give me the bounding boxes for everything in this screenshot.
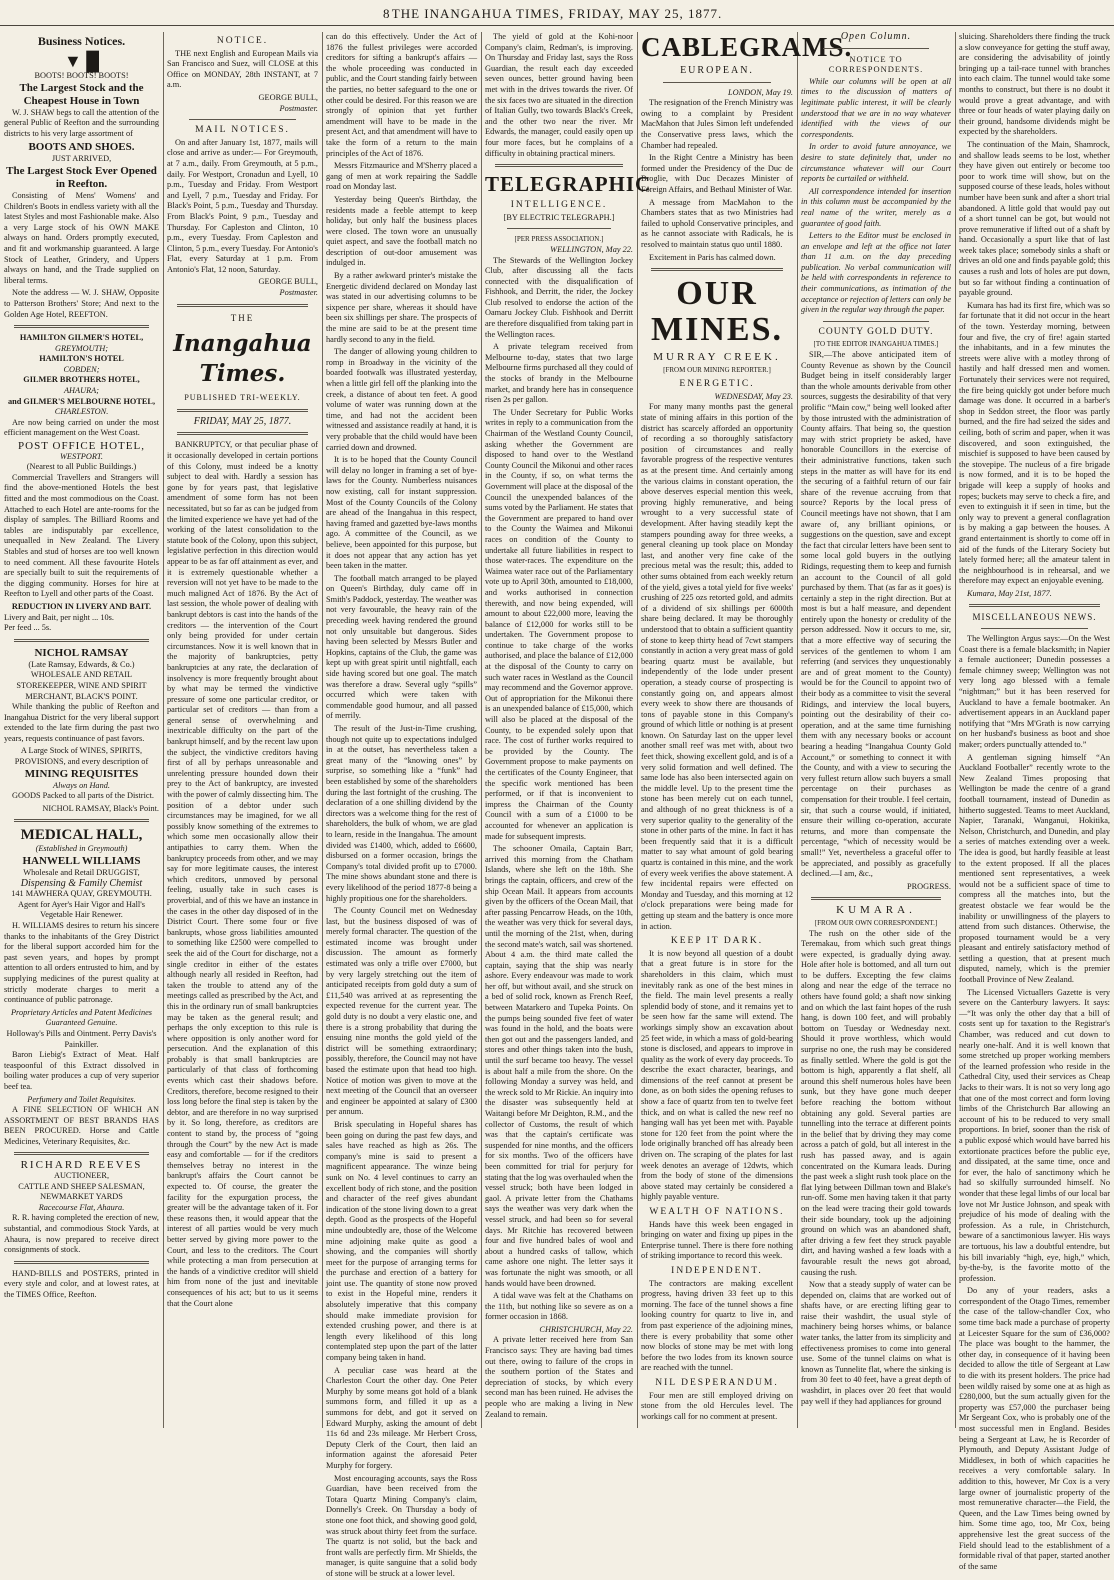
nil-desperandum-heading: NIL DESPERANDUM.	[655, 1377, 779, 1388]
telegram: A private letter received here from San Francisco says: They are having bad times out there, owing to failure of the crops in the southern portion of the States and depreciation of stocks, by which every second man has been ruined. He advises the people who are making a living in New Zealand to remain.	[485, 1335, 633, 1419]
news-paragraph: By a rather awkward printer's mistake the Energetic dividend declared on Monday last was stated in our advertising columns to be sixpence per share, whereas it should have been six shillings per share. The prospects of the mine are said to be at the present time hardly second to any in the field.	[326, 271, 477, 344]
press-association: [PER PRESS ASSOCIATION.]	[514, 235, 604, 244]
livery-rate: Livery and Bait, per night ... 10s.	[4, 612, 114, 622]
mining-requisites: MINING REQUISITES	[24, 767, 139, 780]
hotel-town: GREYMOUTH;	[54, 343, 108, 353]
correspondents-note: In order to avoid future annoyance, we desire to state definitely that, under no circumstance whatever will our Court reports be curtailed or withheld.	[801, 142, 951, 184]
notice-signature: GEORGE BULL,	[258, 92, 318, 102]
correspondents-note: While our columns will be open at all times to the discussion of matters of legitimate public interest, it will be clearly understood that we are in no way whatever identified with the views of our correspondents.	[801, 76, 951, 139]
hotel-town: COBDEN;	[63, 364, 100, 374]
reeves-trade: CATTLE AND SHEEP SALESMAN,	[18, 1181, 145, 1191]
published-tri-weekly: PUBLISHED TRI-WEEKLY.	[184, 393, 301, 403]
telegram: The Under Secretary for Public Works writes in reply to a communication from the Chairman of the Westland County Council, asking whether the Government are disposed to hand over to the Westland County Council the Mikonui and other races in the County, if so, on what terms the Government will place at the disposal of the Council the unexpended balances of the sums voted by the Parliament. He states that the Government are prepared to hand over to the County the Waimea and Mikonui races on condition of the County to undertake all future liabilities in respect to those water-races. The expenditure on the Waimea water race out of the Parliamentary vote up to April 30th, amounted to £18,000, and works authorised in connection therewith, and now being expended, will amount to about £22,000 more, leaving the balance of £12,000 for works still to be undertaken. The Government propose to continue to take charge of the works authorised, and place the balance of £12,000 at the disposal of the County to carry on such water races in Westland as the Council may recommend and the Governor approve. Out of appropriation for the Mikonui there is an unexpended balance of £15,000, which will also be placed at the disposal of the County, to be expended solely upon that race. The cost of further works required to be provided by the County. The Government propose to make payments on the certificates of the County Engineer, that the specific work mentioned has been performed, or if that is inconvenient to impress the Chairman of the County Council with a sum of a £1000 to be accounted for whenever an application is made for subsequent imprests.	[485, 407, 633, 841]
holloway-pills: Holloway's Pills and Ointment. Perry Davis's Painkiller.	[6, 1028, 157, 1049]
divider	[189, 119, 296, 120]
news-paragraph: The County Council met on Wednesday last, but the business disposed of was of merely formal character. The question of the estimated income was brought under discussion. The amount as formerly estimated was only a trifle over £7000, but by very largely stretching out the item of anticipated receipts from gold duty a sum of £11,540 was arrived at as representing the expected revenue for the current year. The gold duty is no doubt a very elastic one, and there is a strong probability that during the ensuing nine months the gold yield of the district will be something extraordinary; possibly, therefore, the Council may not have based the estimate upon that head too high. Notice of motion was given to move at the next meeting of the Council that an overseer and engineer be appointed at salary of £300 per annum.	[326, 906, 477, 1117]
news-paragraph: The football match arranged to be played on Queen's Birthday, duly came off in Smith's Paddock, yesterday. The weather was not very favourable, the heavy rain of the preceding week having rendered the ground not only unsuitable but dangerous. Sides having been selected by Messrs Butler and Hopkins, captains of the Club, the game was kept up with great spirit until nightfall, each side having scored but one goal. The match was therefore a draw. Several ugly “spills” occurred which were taken with commendable good humour, and all passed of merrily.	[326, 573, 477, 721]
to-editor: [TO THE EDITOR INANGAHUA TIMES.]	[813, 340, 939, 349]
news-paragraph: The result of the Just-in-Time crushing, though not quite up to expectations indulged in at the outset, has nevertheless taken a great many of the “knowing ones” by surprise, so something like a “funk” had been established by some of the shareholders during the last fortnight of the crushing. The declaration of a one shilling dividend by the directors was a welcome thing for the rest of shareholders, the bulk of whom, we are glad to learn, reside in the Inangahua. The amount divided was £1400, which, added to £6600, disbursed on a former occasion, brings the Company's total divided profit up to £7000. The mine shows abundant stone and there is every likelihood of the period 1877-8 being a highly propitious one for the shareholders.	[326, 724, 477, 903]
misc-paragraph: The Wellington Argus says:—On the West Coast there is a female blacksmith; in Napier a female auctioneer; Dunedin possesses a female chimney sweep; Wellington was not very long ago blessed with a female “nightman;” but it has been reserved for Auckland to have a female bootmaker. An advertisement appears in an Auckland paper notifying that “Mrs M'Grath is now carrying on her husband's business as boot and shoe maker; orders punctually attended to.”	[959, 634, 1110, 749]
news-paragraph: Messrs Fitzmaurice and M'Sherry placed a gang of men at work repairing the Saddle road on Monday last.	[326, 161, 477, 192]
selection-note: A FINE SELECTION OF WHICH AN ASSORTMENT OF BEST BRANDS HAS BEEN PROCURED. Horse and Cattle Medicines, Veterinary Requisites, &c.	[4, 1105, 159, 1146]
column-telegraphic	[481, 32, 652, 1428]
mail-notices-heading: MAIL NOTICES.	[195, 125, 290, 136]
hotel-name: GILMER BROTHERS HOTEL,	[23, 375, 140, 385]
divider	[823, 48, 929, 49]
news-paragraph: A peculiar case was heard at the Charleston Court the other day. One Peter Murphy by some means got hold of a blank summons form, and filled it up as a summons for debt, and got it served on Edward Murphy, asking the amount of debt 11s 6d and 23s mileage. Mr Herbert Cross, Deputy Clerk of the Court, then laid an information against the aforesaid Peter Murphy for forgery.	[326, 1365, 477, 1470]
nicol-body: While thanking the public of Reefton and Inangahua District for the very liberal support extended to the late firm during the past two years, requests continuance of past favors.	[4, 702, 159, 743]
post-office-body: Commercial Travellers and Strangers will find the above-mentioned Hotels the best fitted and the most commodious on the Coast. Attached to each Hotel are ante-rooms for the display of samples. The Billiard Rooms and tables are indisputably par excellence, unequalled in New Zealand. The Livery Stables and stud of horses are too well known to need comment. All these favourite Hotels are specially built to suit the requirements of the digging community. Horses for hire at Reefton to Lyell and other parts of the Coast.	[4, 472, 159, 599]
hotel-town: AHAURA;	[63, 386, 100, 396]
from-reporter: [FROM OUR MINING REPORTER.]	[663, 365, 771, 374]
divider	[651, 268, 783, 271]
hotel-name: HAMILTON'S HOTEL	[39, 354, 124, 364]
proprietary-articles: Proprietary Articles and Patent Medicines Guaranteed Genuine.	[10, 1007, 153, 1028]
boot-icon: ▼ █	[63, 51, 100, 71]
divider	[177, 432, 308, 435]
cablegram: In the Right Centre a Ministry has been formed under the Presidency of the Duc de Broglie, with Duc Decazes Minister of Foreign Affairs, and Bethaul Minister of War.	[641, 153, 793, 194]
divider	[177, 409, 308, 412]
reeves-body: R. R. having completed the erection of new, substantial, and commodious Stock Yards, at Ahaura, is now prepared to receive direct consignments of stock.	[4, 1213, 159, 1255]
news-paragraph: The yield of gold at the Kohi-noor Company's claim, Redman's, is improving. On Thursday and Friday last, says the Ross Guardian, the result each day exceeded seven ounces, better ground having been met with in the drives towards the river. Of the six faces two are situated in the direction of Italian Gully, two towards Black's Creek, and the other two near the river. Mr Edwards, the manager, could easily open up four more faces, but he complains of a difficulty in obtaining practical miners.	[485, 32, 633, 158]
kumara-report: Kumara has had its first fire, which was so far fortunate that it did not occur in the heart of the town. Yesterday morning, between four and five, the cry of fire! again started the inhabitants, and in a few minutes the streets were alive with a motley throng of hastily and half dressed men and women. Fortunately their services were not required, the fire being quickly got under before much damage was done. It occurred in a barber's shop in Seddon street, the floor was partly burned, and the fire had seized the sides and ceiling, both of scrim and paper, when it was discovered, and soon extinguished, the mischief is supposed to have been caused by the stovepipe. The nucleus of a fire brigade is now formed, and it is to be hoped the brigade will keep a supply of hooks and ropes; buckets may serve to check a fire, and even to extinguish it if seen in time, but the only way to prevent a general conflagration is by making a gap between the houses. A grand entertainment is shortly to come off in aid of the funds of the Literary Society but lately formed here; all the amateur talent in the neighbourhood is in rehearsal, and we therefore may expect an enjoyable evening.	[959, 300, 1110, 586]
news-paragraph: It is to be hoped that the County Council will delay no longer in framing a set of bye-laws for the County. Numberless nuisances now existing, call for instant suppression. Most of the County Councils of the Colony are ahead of the Inangahua in this respect, having framed and gazetted bye-laws months ago. A committee of the Council, as we believe, been appointed for this purpose, but it does not appear that any action has yet been taken in the matter.	[326, 455, 477, 571]
our-mines-heading: OUR MINES.	[651, 275, 783, 349]
kumara-report: The rush on the other side of the Teremakau, from which such great things were expected, is gradually dying away. Hole after hole is bottomed, and all turn out to be duffers. Excepting the few claims along and near the edge of the terrace no others have found gold; a shaft now sinking and on which the last faint hopes of the rush hang, is down 100 feet, and will probably bottom on Tuesday or Wednesday next. Should it prove worthless, which would surprise no one, the rush may be considered as finally settled. Where the gold is got the bottom is high, apparently a flat shelf, all around this shelf numerous holes have been sunk, but they have gone much deeper before reaching the bottom without obtaining any gold. Several parties are tunnelling into the terrace at different points in the belief that by driving they may come across a patch of gold, but all interest in the rush has passed away, and is again concentrated on the Kumara leads. During the past week a slight rush took place on the flat lying between Dillman town and Blake's run-off. Some men having taken it that party on the lead were tracing their gold towards their side boundary, took up the adjoining ground on which was an abandoned shaft, after driving a few feet they struck payable dirt, and having washed a few loads with a favourable result the news got abroad, causing the rush.	[801, 928, 951, 1277]
divider	[14, 1261, 149, 1264]
reeves-yards: NEWMARKET YARDS	[40, 1192, 123, 1202]
perfumery: Perfumery and Toilet Requisites.	[27, 1094, 136, 1104]
telegram: A private telegram received from Melbourne to-day, states that two large Melbourne firms purchased all they could of the stocks of brandy in the Melbourne market, and brandy here has in consequence risen 2s per gallon.	[485, 342, 633, 405]
hotel-name: and GILMER'S MELBOURNE HOTEL,	[7, 396, 156, 406]
london-dateline: LONDON, May 19.	[728, 87, 793, 97]
mine-report: The contractors are making excellent progress, having driven 33 feet up to this morning. The face of the tunnel shows a fine looking country for quartz to live in, and from past experience of the adjoining mines, there is every probability that some other now blocks of stone may be met with long before the two lodes from its known source are reached with the tunnel.	[641, 1278, 793, 1373]
baron-liebig: Baron Liebig's Extract of Meat. Half teaspoonful of this Extract dissolved in boiling water produces a cup of very superior beef tea.	[4, 1050, 159, 1091]
open-column-heading: Open Column.	[840, 31, 912, 42]
divider	[663, 82, 771, 83]
column-notices-editorial	[163, 32, 322, 1428]
post-office-town: WESTPORT.	[60, 451, 103, 461]
letter-body: SIR,—The above anticipated item of County Revenue as shown by the Council Budget being in itself considerably larger than the whole amounts derivable from other sources, suggests the desirability of that very prolific “Main cow,” being well looked after by those intrusted with the administration of County affairs. That being so, the question may with strict propriety be asked, have honorable Councillors in the exercise of their administrative functions, taken such steps in the matter as will have for its end the securing of a faithful return of our fair share of the revenue accruing from that source? Reports by the local press of Council meetings have not shown, that I am aware of, any brilliant opinions, or suggestions on the question, save and except the fact that circular letters have been sent to some local gold buyers in the outlying Ridings, requesting them to keep and furnish an account to the Council of all gold purchased by them. That (as far as it goes) is certainly a step in the right direction. But at most is but a half measure, and dependent entirely upon the honesty or credulity of the person addressed. Now it occurs to me, sir, that a more effective way of securing the services of the gentlemen to whom I am referring (and services they unquestionably are and of great moment to the County) would be for the Council to appoint two of their body as a committee to visit the several Ridings, and interview the local buyers, pointing out the desirability of their co-operation, and at the same time furnishing them with any necessary books or account bearing a heading “Inangahua County Gold Account,” or something to connect it with the County, and with a view to securing the very fullest return allow such buyers a small percentage on their purchases as compensation for their trouble. I feel certain, sir, that such a course would, if initiated, ensure their willing co-operation, accurate returns, and more than compensate the percentage, “which of necessity would be small!” Yet, nevertheless a graceful offer to be appreciated, and possibly as gracefully declined.—I am, &c.,	[801, 350, 951, 879]
by-electric-telegraph: [BY ELECTRIC TELEGRAPH.]	[503, 212, 615, 222]
notice-heading: NOTICE.	[216, 36, 269, 46]
misc-paragraph: A gentleman signing himself “An Auckland Footballer” recently wrote to the New Zealand Times proposing that Wellington be made the centre of a grand football tournament, instead of Dunedin as hitherto suggested. Teams to meet Auckland, Napier, Taranaki, Wanganui, Hokitika, Nelson, Christchurch, and Dunedin, and play a series of matches extending over a week. The idea is good, but hardly feasible at least to the extent proposed. If all the places mentioned sent representatives, a week would not be a sufficient space of time to compress all the matches into, but the greatest obstacle we fear would be the inability or unwillingness of the players to attend from such distances. Otherwise, the proposed tournament would be a very pleasant and entirely satisfactory method of settling a question, that at present much disputed, namely, which is the premier football Province of New Zealand.	[959, 752, 1110, 985]
divider	[177, 304, 308, 307]
established: (Established in Greymouth)	[35, 844, 128, 854]
nicol-trade: WHOLESALE AND RETAIL STOREKEEPER, WINE AND SPIRIT MERCHANT, BLACK'S POINT.	[16, 670, 147, 701]
column-open-kumara	[797, 32, 955, 1428]
telegram: The Stewards of the Wellington Jockey Club, after discussing all the facts connected with the disqualification of Fishhook, and Derritt, the rider, the Jockey Club resolved to endorse the action of the Oamaru Jockey Club. Fishhook and Derritt are therefore disqualified from taking part in the Wellington races.	[485, 255, 633, 339]
intelligence-heading: INTELLIGENCE.	[510, 200, 608, 211]
always-on-hand: Always on Hand.	[53, 780, 110, 790]
correspondents-note: Letters to the Editor must be enclosed in an envelope and left at the office not later than 11 a.m. on the day preceding publication. No verbal communication will be held with correspondents in reference to their communications, as intimation of the acceptance or rejection of letters can only be given in the regular way through the paper.	[801, 231, 951, 315]
kumara-report: Now that a steady supply of water can be depended on, claims that are worked out of shafts have, or are erecting lifting gear to raise their washdirt, the usual style of machinery being horses whims, or balance water tanks, the latter from its simplicity and effectiveness promises to come into general use. Some of the tunnel claims on what is known as Tunnelite flat, where the sinking is from 30 feet to 40 feet, have a great depth of washdirt, in places over 20 feet that would pay well if they had appliances for ground	[801, 1280, 951, 1406]
mine-report: Hands have this week been engaged in bringing on water and fixing up pipes in the Enterprise tunnel. There is there fore nothing of striking importance to record this week.	[641, 1219, 793, 1261]
druggist: Wholesale and Retail DRUGGIST,	[23, 868, 140, 878]
cablegram: A message from MacMahon to the Chambers states that as two Ministries had failed to uphold Conservative principles, and as he cannot associate with Radicals, he is resolved to maintain status quo until 1880.	[641, 197, 793, 249]
boots-line: BOOTS! BOOTS! BOOTS!	[34, 71, 129, 80]
county-gold-duty-heading: COUNTY GOLD DUTY.	[818, 326, 934, 337]
news-paragraph: Brisk speculating in Hopeful shares has been going on during the past few days, and sales have reached as high as 26s. The company's mine is said to present a magnificent appearance. The winze being sunk on No. 4 level continues to carry an excellent body of rich stone, and the position and character of the reef gives abundant indication of the stone living down to a great depth. Good as the prospects of the Hopeful mine undoubtedly are, those of the Welcome mine adjoining make quite as good a showing, and the companies will shortly meet for the purpose of arranging terms for the purchase and erection of a battery for joint use. The quantity of stone now proved to exist in the Hopeful mine, renders it absolutely imperative that this company should make immediate provision for extended crushing power, and there is at length every likelihood of this long contemplated step upon the part of the latter company being taken in hand.	[326, 1119, 477, 1363]
nicol-ramsay-name: NICHOL RAMSAY	[34, 646, 129, 659]
handbills-ad: HAND-BILLS and POSTERS, printed in every style and color, and at lowest rates, at the TIMES Office, Reefton.	[4, 1268, 159, 1299]
hotel-name: HAMILTON GILMER'S HOTEL,	[19, 333, 144, 343]
news-paragraph: Yesterday being Queen's Birthday, the residents made a feeble attempt to keep holiday, but only half the business places were closed. The town wore an unusually quiet aspect, and save the football match no description of out-door amusement was indulged in.	[326, 194, 477, 268]
wednesday-dateline: WEDNESDAY, May 23.	[714, 391, 793, 401]
mail-notices-body: On and after January 1st, 1877, mails will close and arrive as under:— For Greymouth, at 7 a.m., daily. From Greymouth, at 5 p.m., daily. For Westport, Cronadun and Lyell, 10 p.m., Tuesday and Friday. From Westport and Lyell, 7 p.m., Tuesday and Friday. For Black's Point, 5 p.m., Tuesday and Thursday. From Black's Point, 9 p.m., Tuesday and Thursday. For Capleston and Clinton, 10 p.m., every Tuesday. From Capleston and Clinton, 5 p.m., every Tuesday. For Antonio's Flat, every Saturday at 1 p.m. From Antonio's Flat, 12 noon, Saturday.	[167, 137, 319, 274]
masthead-title: THE INANGAHUA TIMES, FRIDAY, MAY 25, 1877.	[391, 6, 723, 21]
kumara-continued: sluicing. Shareholders there finding the truck a slow conveyance for getting the stuff away, are considering the advisability of jointly bringing up a tail-race tunnel with branches into each claim. The tunnel would take some months to construct, but there is no doubt it would prove a great advantage, and with three or four heads of water playing daily on their ground, handsome dividends might be expected by the shareholders.	[959, 32, 1110, 137]
shaw-consisting: Consisting of Mens' Womens' and Children's Boots in endless variety with all the latest Styles and most Fashionable make. Also a very Large stock of his OWN MAKE always on hand. Orders promptly executed, and fit and workmanship guaranteed. A large Stock of Leather, Grindery, and Uppers always on hand, and the Trade supplied on liberal terms.	[4, 190, 159, 285]
shaw-address: Note the address — W. J. SHAW, Opposite to Patterson Brothers' Store; And next to the Golden Age Hotel, REEFTON.	[4, 288, 159, 319]
editorial-bankruptcy: BANKRUPTCY, or that peculiar phase of it occasionally developed in certain portions of this Colony, must indeed be a knotty subject to deal with. Hardly a session has gone by for years past, that legislative amendment of some form has not been necessitated, but so far as can be judged from the limited experience we have yet had of the working of the latest consolidation to the statute book of the Colony, upon this subject, legislative perfection in this direction would appear to be as far off attainment as ever, and it is extremely questionable whether a reversion will not yet have to be made to the much maligned Act of 1876. By the Act of last session, the whole power of dealing with bankrupt debtors is cast into the hands of the creditors — the intervention of the Court only being provided for under certain circumstances. Now it is well known that in the majority of bankruptcies, petty bankruptcies at any rate, the declaration of insolvency is more frequently brought about by what may be termed the vindictive pressure of some one particular creditor, or particular set of creditors — than from a general sense of overwhelming and inextricable difficulty on the part of the bankrupt himself, and by the recent law upon the subject, the vindictive creditors having first of all by perhaps unreasonable and unrelenting pressure hounded down their prey to the Act of bankruptcy, are invested with the power of calmly dissecting him. The position of a debtor under such circumstances may be imagined, for we all possibly know something of the extremes to which some men occasionally allow their antipathies to carry them. When the bankruptcy proceeds from other, and we may say for more legitimate causes, the interest which creditors, unmoved by personal feeling, usually take in such cases is proverbial, and of this we have an instance in the cases in the other day disposed of in the District Court. There some four or five bankrupts, whose gross liabilities amounted to something like £2500 were compelled to seek the aid of the Court for discharge, not a single creditor in either of the estates although nearly all resided in Reefton, had taken the trouble to attend any of the meetings called as prescribed by the Act, and this in the ordinary run of small bankruptcies may be taken as the general result; and perhaps the only exception to this rule is where opposition is only another word for persecution. And the explanation of this probably is that small bankruptcies are particularly of that class of forthcoming events which cast their shadows before. Creditors, therefore, become resigned to their loss long before the final step is taken by the debtor, and are therefore in no way surprised by it. So long, therefore, as creditors are content to stand by, the process of “going through the Court” by the new Act is made easy and comfortable — for if the creditors themselves betray no interest in the bankrupt's affairs the Court cannot be expected to. Of course, the greater the facility for the expurgation process, the greater will be the advantage taken of it. For these reasons then, it would appear that the interest of all parties would be very much better served by giving more power to the Court, and less to the creditors. The Court while protecting a man from persecution at the hands of a vindictive creditor will shield him from none of the just and inevitable consequences of his act; but to us it seems that the Court alone	[167, 440, 318, 1308]
mail-role: Postmaster.	[279, 288, 318, 298]
page-number: 8	[383, 6, 391, 21]
miscellaneous-news-heading: MISCELLANEOUS NEWS.	[972, 612, 1097, 623]
mine-report: Four men are still employed driving on stone from the old Hercules level. The workings call for no comment at present.	[641, 1390, 793, 1421]
kumara-dateline: Kumara, May 21st, 1877.	[967, 588, 1052, 598]
medical-hall: MEDICAL HALL,	[20, 827, 143, 844]
shaw-intro: W. J. SHAW begs to call the attention of the general Public of Reefton and the surrounding districts to his very large assortment of	[4, 107, 159, 138]
wellington-dateline: WELLINGTON, May 22.	[550, 244, 633, 254]
hotel-town: CHARLESTON.	[54, 407, 109, 417]
divider	[507, 228, 611, 229]
mail-signature: GEORGE BULL,	[258, 277, 318, 287]
times-the: THE	[230, 312, 255, 323]
column-cablegrams-mines	[637, 32, 853, 1428]
divider	[495, 164, 623, 167]
keep-it-dark-heading: KEEP IT DARK.	[670, 936, 764, 947]
notice-body: THE next English and European Mails via San Francisco and Suez, will CLOSE at this Office on MONDAY, 28th INSTANT, at 7 a.m.	[167, 48, 318, 90]
murray-creek-heading: MURRAY CREEK.	[653, 351, 781, 364]
divider	[14, 819, 149, 822]
just-arrived: JUST ARRIVED,	[51, 154, 112, 164]
masthead	[0, 4, 1114, 26]
european-heading: EUROPEAN.	[680, 65, 754, 76]
largest-opened-headline: The Largest Stock Ever Opened in Reefton.	[6, 164, 157, 190]
kumara-heading: KUMARA.	[836, 904, 916, 917]
notice-role: Postmaster.	[279, 103, 318, 113]
misc-paragraph: The Licensed Victuallers Gazette is very severe on the Canterbury lawyers. It says:—“It was only the other day that a bill of costs sent up for taxation to the Registrar's Chamber, was reduced and cut down to nearly one-half. And it is well known that some stretched up proper working members of the learned profession who reside in the Cathedral City, used their services as Cheap Jacks to their wars. It is not so very long ago that one of the most correct and form loving limbs of the Christchurch Bar allowing an account of his to be reduced to very small proportions. In brief, sooner than the risk of a public exposé which would have barred his extortionate practices before the public eye, and dissipated, at the same time, once and for ever, the halo of sanctimony which he had so skilfully surrounded himself. No wonder that these legal limbs of our local bar love not Mr Justice Johnson, and speak with prejudice of his mode of dealing with the profession. As a rule, in Christchurch, beware of a sanctimonious lawyer. His ways are tortuous, his law a doubtful entendre, but his bill invariably “high, eye, high,” which, by-the-by, is the favorite motto of the profession.	[959, 987, 1110, 1283]
post-office-near: (Nearest to all Public Buildings.)	[26, 462, 137, 472]
energetic-heading: ENERGETIC.	[679, 379, 755, 390]
reduction-livery: REDUCTION IN LIVERY AND BAIT.	[11, 601, 152, 611]
telegram: A tidal wave was felt at the Chathams on the 11th, but nothing like so severe as on a former occasion in 1868.	[485, 1291, 633, 1322]
dateline: FRIDAY, MAY 25, 1877.	[193, 415, 292, 427]
telegram: The schooner Omaila, Captain Barr, arrived this morning from the Chatham Islands, where she left on the 18th. She brings the captain, officers, and crew of the ship Ocean Mail. It appears from accounts given by the officers of the Ocean Mail, that after passing Pencarrow Heads, on the 10th, the weather was very thick for several days, until the morning of the 21st, when, during the second mate's watch, sail was shortened. About 4 a.m. the third mate called the captain, saying that the ship was nearly ashore. Every endeavour was made to work her off, but without avail, and she struck on a bed of solid rock, known as French Reef, between Matarkero and Tupeka Points. On the pumps being sounded five feet of water was found in the hold, and the boats were then got out and the passengers landed, and stores and other things taken into the bush, until the surf became too heavy. The vessel is about half a mile from the shore. On the following Monday a survey was held, and the wreck sold to Mr Rickie. An inquiry into the disaster was subsequently held at Waitangi before Mr Deighton, R.M., and the collector of Customs, the result of which was that the captain's certificate was suspended for nine months, and the officers for six months. Two of the officers have been committed for trial for perjury for stating that the log was overhauled when the vessel struck; both have been lodged in gaol. A private letter from the Chathams says the weather was very dark when the vessel struck, and had been so for several days. Mr Ritchie has recovered between four and five hundred bales of wool and about a hundred casks of tallow, which came ashore one night. The letter says it was fortunate the night was smooth, or all hands would have been drowned.	[485, 844, 633, 1288]
nicol-signature: NICHOL RAMSAY, Black's Point.	[42, 803, 159, 813]
misc-paragraph: Do any of your readers, asks a correspondent of the Otago Times, remember the case of the tallow-chandler Cox, who some time back made a purchase of property at Leicester Square for the sum of £36,000? The place was bought to the hammer, the other day, in consequence of it having been decided to allow the title of Sergeant at Law to die with its present holders. The price had been wildly raised by some one at as high as £280,000, but the sum actually given for the property was £57,000 the purchaser being Mr Sergeant Cox, who is probably one of the most successful men in England. Besides being a Sergeant at Law, he is Recorder of Plymouth, and Deputy Assistant Judge of Middlesex, in both of which capacities he receives a very comfortable salary. In addition to this, however, Mr Cox is a very large owner of journalistic property of the most remunerative character—the Field, the Queen, and the Law Times being owned by him. Some time ago, too, Mr Cox, being apprehensive lest the great success of the Field should lead to the establishment of a formidable rival of that paper, started another of the same	[959, 1286, 1110, 1571]
boots-shoes-headline: BOOTS AND SHOES.	[28, 141, 135, 154]
times-nameplate: Inangahua Times.	[173, 330, 312, 388]
cablegrams-heading: CABLEGRAMS.	[641, 32, 853, 62]
post-office-hotel: POST OFFICE HOTEL,	[18, 440, 145, 453]
notice-correspondents-heading: NOTICE TO CORRESPONDENTS.	[828, 53, 924, 75]
hanwell-body: H. WILLIAMS desires to return his sincere thanks to the inhabitants of the Grey District for the liberal support accorded him for the past seven years, and hopes by prompt attention to all orders entrusted to him, and by supplying medicines of the purest quality at strictly moderate charges to merit a continuance of public patronage.	[4, 921, 159, 1005]
reeves-name: RICHARD REEVES	[20, 1159, 143, 1172]
letter-signature: PROGRESS.	[906, 881, 951, 891]
divider	[811, 897, 941, 900]
agent-note: Agent for Ayer's Hair Vigor and Hall's Vegetable Hair Renewer.	[18, 899, 145, 920]
divider	[14, 1152, 149, 1155]
reeves-auctioneer: AUCTIONEER,	[53, 1171, 110, 1181]
christchurch-dateline: CHRISTCHURCH, May 22.	[539, 1324, 633, 1334]
news-paragraph: Most encouraging accounts, says the Ross Guardian, have been received from the Totara Quartz Mining Company's claim, Donnelly's Creek. On Thursday a body of stone one foot thick, and showing good gold, was struck about thirty feet from the surface. The quartz is not solid, but the back and front walls are perfectly firm. Mr Shields, the manager, is quite sanguine that a solid body of stone will be struck at a lower level.	[326, 1473, 477, 1578]
divider	[969, 604, 1100, 607]
column-business-notices	[0, 32, 163, 1428]
from-correspondent: [FROM OUR OWN CORRESPONDENT.]	[814, 918, 938, 927]
news-paragraph: The danger of allowing young children to romp in Broadway in the vicinity of the boarded footwalk was illustrated yesterday, when a little girl fell off the planking into the creek, a distance of about ten feet. A good volume of water was running down at the time, and had not the accident been witnessed and assistance readily at hand, it is very probable that the child would have been carried down and drowned.	[326, 347, 477, 452]
editorial-continued: can do this effectively. Under the Act of 1876 the fullest privileges were accorded creditors for sifting a bankrupt's affairs — the whole proceeding was conducted in public, and the Court standing fairly between the parties, no better safeguard to the one or other could be desired. For this reason we are strongly of opinion that yet further amendment will have to be made in the present Act, and that amendment will have to take the form of a return to the main principles of the Act of 1876.	[326, 32, 477, 158]
goods-packed: GOODS Packed to all parts of the District.	[12, 791, 154, 801]
kumara-report: The continuation of the Main, Shamrock, and shallow leads seems to be lost, whether they have given out entirely or become too poor to work time will show, but on the supposed course of these leads, holes without number have been sunk and after a short trial abandoned. A little gold that would pay out of a short tunnel can be got, but would not prove remunerative if lifted out of a shaft by hand. Occasionally a spurt like that of last week takes place; somebody sinks a shaft or drives an old one and finds payable gold; this causes a rush and lots of holes are put down, but so far without finding a continuation of payable ground.	[959, 139, 1110, 298]
mine-report: For many many months past the general state of mining affairs in this portion of the district has scarcely afforded an opportunity of recording a so thoroughly satisfactory position of circumstances and really favorable progress of the respective ventures as at the present time. And certainly among the various claims in constant operation, the above deserves especial mention this week, proving highly remunerative, and being wrought to a very successful state of development. After having steadily kept the stampers pounding away for three weeks, a general cleaning up took place on Monday last, and another very fine cake of the precious metal was the result; this, added to other sums obtained from each weekly return of the yield, gives a total yield for five weeks' crushing of 225 ozs retorted gold, and admits of a dividend of six shillings per 6000th share being declared. It may be thoroughly understood that to obtain a sufficient quantity of stone to keep thirty head of 7cwt stampers constantly in action a very great mass of gold bearing quartz must be available, but independently of the lode under present operation, a steady course of prospecting is constantly going on, and appears almost every week to show there are thousands of tons of payable stone in this Company's ground of which little or nothing is at present known. On Saturday last on the upper level another small reef was met with, about two feet thick, showing excellent gold, and is of a very solid formation and well defined. The same lode has also been intersected again on the middle level. Up to the present time the stone has been merely cut on each tunnel, and although of no great thickness is of a very superior quality to the generality of the stone in other parts of the mine. In fact it has been frequently said that it is a difficult matter to say what amount of gold bearing quartz is contained in this mine, and the work of every week verifies the above statement. A few incidental repairs were effected on Monday and Tuesday, and this morning at 12 o'clock preparations were being made for getting up steam and the battery is once more in action.	[641, 402, 793, 931]
divider	[14, 639, 149, 642]
wealth-of-nations-heading: WEALTH OF NATIONS.	[649, 1207, 785, 1217]
divider	[981, 628, 1088, 629]
dispensing-chemist: Dispensing & Family Chemist	[20, 877, 143, 889]
independent-heading: INDEPENDENT.	[671, 1265, 763, 1276]
divider	[14, 325, 149, 328]
hanwell-williams: HANWELL WILLIAMS	[22, 855, 141, 868]
column-local-news	[322, 32, 481, 1578]
per-feed-rate: Per feed ... 5s.	[4, 623, 52, 633]
mine-report: It is now beyond all question of a doubt that a great future is in store for the shareholders in this claim, which must inevitably rank as one of the best mines in the field. The main level presents a really splendid body of stone, and it remains yet to be seen how far the same will extend. The workings simply show an excavation about 25 feet wide, in which a mass of gold-bearing stone is disclosed, and appears to improve in quality as the work of every day proceeds. To describe the exact character, bearings, and dimensions of the reef cannot at present be done, as on both sides the opening refuses to show a face of quartz from ten to twelve feet thick, and on what is called the new reef no hanging wall has yet been met with. Payable stone for 120 feet from the point where the lode originally branched off has already been driven on. The scraping of the plates for last week denotes an average of 12dwts, which from the body of stone of the dimensions above stated may certainly be considered a highly payable venture.	[641, 948, 793, 1202]
cablegram: Excitement in Paris has calmed down.	[649, 252, 776, 262]
cablegram: The resignation of the French Ministry was owing to a complaint by President MacMahon that Jules Simon left undefended the Conservative press laws, which the Chamber had repealed.	[641, 98, 793, 150]
hanwell-address: 141 MAWHERA QUAY, GREYMOUTH.	[11, 889, 152, 899]
nicol-stock: A Large Stock of WINES, SPIRITS, PROVISIONS, and every description of	[14, 746, 149, 767]
column-misc-news	[955, 32, 1114, 1571]
reeves-place: Racecourse Flat, Ahaura.	[38, 1202, 125, 1212]
telegraphic-heading: TELEGRAPHIC	[485, 172, 652, 197]
correspondents-note: All correspondence intended for insertion in this column must be accompanied by the real name of the writer, merely as a guarantee of good faith.	[801, 186, 951, 228]
business-notices-heading: Business Notices.	[37, 34, 126, 48]
hotels-body: Are now being carried on under the most efficient management on the West Coast.	[4, 417, 159, 438]
divider	[823, 321, 929, 322]
nicol-sub: (Late Ramsay, Edwards, & Co.)	[28, 659, 135, 669]
largest-stock-headline: The Largest Stock and the Cheapest House in Town	[19, 81, 144, 107]
